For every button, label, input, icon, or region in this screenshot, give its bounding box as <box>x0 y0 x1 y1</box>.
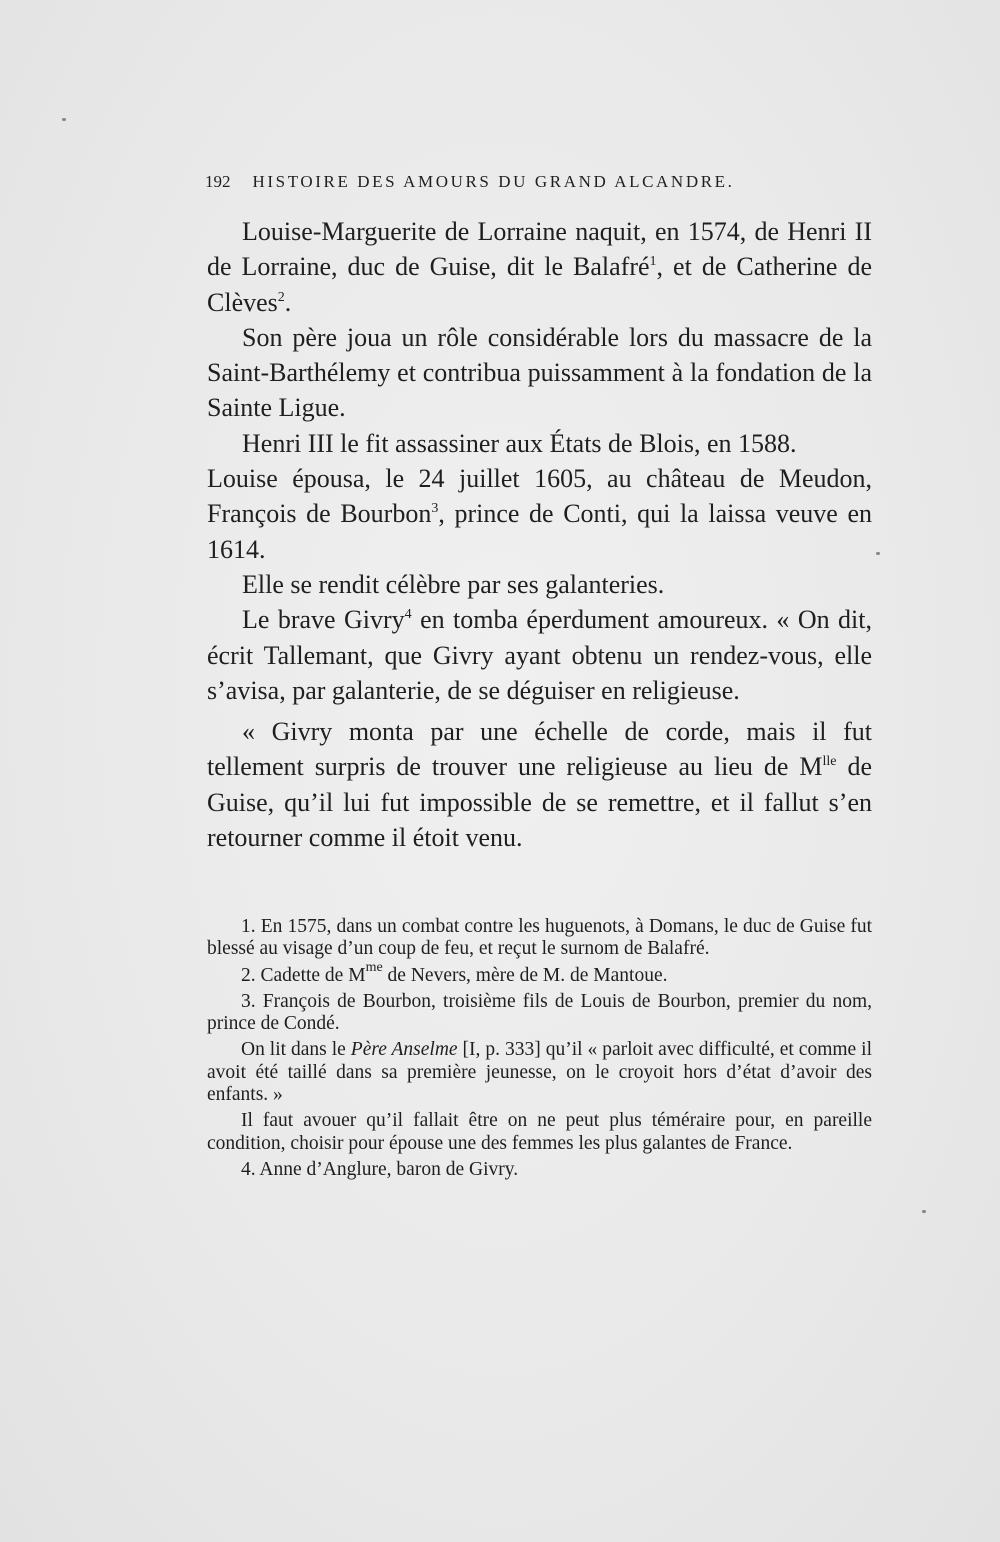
text-run: de Guise, qu’il lui fut impossible de se remettre, et il fallut s’en retourner comme il étoit venu. <box>207 752 872 853</box>
footnote-ref: 2 <box>277 289 285 305</box>
footnote <box>207 959 872 987</box>
paragraph <box>207 602 872 708</box>
book-title: Père Anselme <box>350 1039 458 1061</box>
text-run: Le brave Givry <box>242 605 405 635</box>
text-run: , et de Catherine de Clèves <box>207 252 872 317</box>
paper-speck <box>876 552 880 555</box>
text-run: . <box>284 287 292 317</box>
text-run: Louise épousa, le 24 juillet 1605, au château de Meudon, François de Bourbon <box>207 464 872 529</box>
footnotes <box>207 916 872 1185</box>
paragraph: Elle se rendit célèbre par ses galanteries. <box>242 569 665 599</box>
footnote-continuation: Il faut avouer qu’il fallait être on ne peut plus téméraire pour, en pareille condition, choisir pour épouse une des femmes les plus galantes de France. <box>207 1110 872 1154</box>
page-number: 192 <box>205 172 231 191</box>
text-run: 2. Cadette de M <box>241 964 366 986</box>
main-text <box>207 214 872 855</box>
text-run: , prince de Conti, qui la laissa veuve en 1614. <box>207 499 872 564</box>
paragraph: Son père joua un rôle considérable lors du massacre de la Saint-Barthélemy et contribua puissamment à la fondation de la Sainte Ligue. <box>207 322 872 423</box>
footnote: 1. En 1575, dans un combat contre les huguenots, à Domans, le duc de Guise fut blessé au visage d’un coup de feu, et reçut le surnom de Balafré. <box>207 916 872 960</box>
text-run: de Nevers, mère de M. de Mantoue. <box>382 964 668 986</box>
text-run: « Givry monta par une échelle de corde, mais il fut tellement surpris de trouver une religieuse au lieu de M <box>207 717 872 782</box>
footnote-ref: 4 <box>404 607 412 623</box>
paragraph <box>207 461 872 567</box>
paper-speck <box>922 1210 926 1213</box>
text-run: Louise-Marguerite de Lorraine naquit, en 1574, de Henri II de Lorraine, duc de Guise, dit le Balafré <box>207 217 872 282</box>
text-run: [I, p. 333] qu’il « parloit avec difficulté, et comme il avoit été taillé dans sa première jeunesse, on le croyoit hors d’état d’avoir des enfants. » <box>207 1039 872 1106</box>
text-run: en tomba éperdument amoureux. « On dit, écrit Tallemant, que Givry ayant obtenu un rendez-vous, elle s’avisa, par galanterie, de se déguiser en religieuse. <box>207 605 872 705</box>
footnote: 4. Anne d’Anglure, baron de Givry. <box>241 1158 519 1180</box>
paper-speck <box>62 118 66 121</box>
superscript: lle <box>822 754 837 770</box>
paragraph: Henri III le fit assassiner aux États de Blois, en 1588. <box>242 428 797 458</box>
footnote: 3. François de Bourbon, troisième fils de Louis de Bourbon, premier du nom, prince de Condé. <box>207 990 872 1035</box>
footnote-ref: 3 <box>431 501 439 517</box>
footnote-ref: 1 <box>649 254 657 270</box>
text-run: On lit dans le <box>241 1039 351 1061</box>
paragraph <box>207 214 872 320</box>
running-header <box>205 172 805 192</box>
running-title: HISTOIRE DES AMOURS DU GRAND ALCANDRE. <box>252 172 735 191</box>
paragraph <box>207 714 872 855</box>
superscript: me <box>365 959 383 975</box>
footnote-continuation <box>207 1039 872 1106</box>
